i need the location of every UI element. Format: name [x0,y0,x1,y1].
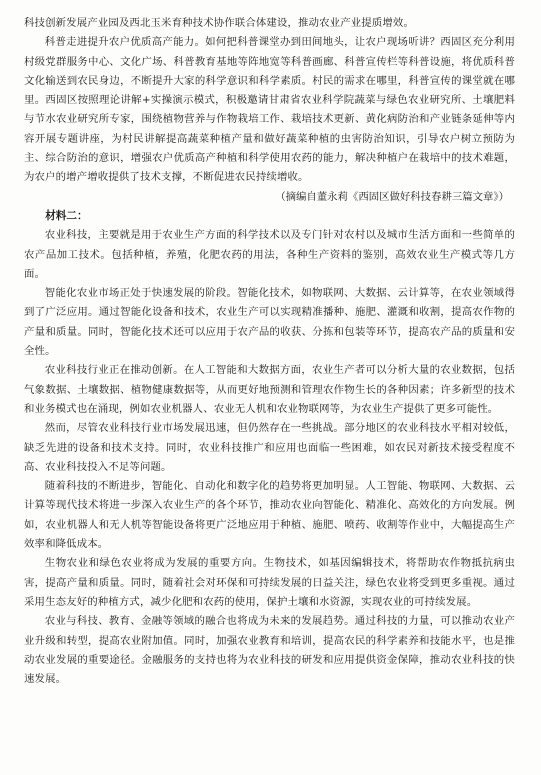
paragraph-bio-green: 生物农业和绿色农业将成为发展的重要方向。生物技术，如基因编辑技术，将帮助农作物抵抗病虫害，提高产量和质量。同时，随着社会对环保和可持续发展的日益关注，绿色农业将受到更多重视。通过采用生态友好的种植方式，减少化肥和农药的使用，保护土壤和水资源，实现农业的可持续发展。 [24,557,515,608]
material-two-heading: 材料二： [45,209,88,222]
paragraph-trends: 随着科技的不断进步，智能化、自动化和数字化的趋势将更加明显。人工智能、物联网、大数据、云计算等现代技术将进一步深入农业生产的各个环节，推动农业向智能化、精准化、高效化的方向发展。例如，农业机器人和无人机等智能设备将更广泛地应用于种植、施肥、喷药、收割等作业中，大幅提高生产效率和降低成本。 [24,480,515,551]
paragraph-science-popularization: 科普走进提升农户优质高产能力。如何把科普课堂办到田间地头，让农户现场听讲？西固区充分利用村级党群服务中心、文化广场、科普教育基地等阵地宽等科普画廊、科普宣传栏等科普设施，将优质科普文化输送到农民身边，不断提升大家的科学意识和科学素质。村民的需求在哪里，科普宣传的课堂就在哪里。西固区按照理论讲解+实操演示模式，积极邀请甘肃省农业科学院蔬菜与绿色农业研究所、土壤肥料与节水农业研究所专家，围绕植物营养与作物栽培工作、栽培技术更新、黄化病防治和产业链条延伸等内容开展专题讲座，为村民讲解提高蔬菜种植产量和做好蔬菜种植的虫害防治知识，引导农户树立预防为主、综合防治的意识，增强农户优质高产种植和科学使用农药的能力，解决种植户在栽培中的技术难题，为农户的增产增收提供了技术支撑，不断促进农民持续增收。 [24,36,515,184]
source-citation: （摘编自董永莉《西固区做好科技春耕三篇文章》） [275,190,509,203]
paragraph-innovation: 农业科技行业正在推动创新。在人工智能和大数据方面，农业生产者可以分析大量的农业数据，包括气象数据、土壤数据、植物健康数据等，从而更好地预测和管理农作物生长的各种因素；许多新型的技术和业务模式也在涌现，例如农业机器人、农业无人机和农业物联网等，为农业生产提供了更多可能性。 [24,364,515,415]
paragraph-challenges: 然而，尽管农业科技行业市场发展迅速，但仍然存在一些挑战。部分地区的农业科技水平相对较低，缺乏先进的设备和技术支持。同时，农业科技推广和应用也面临一些困难，如农民对新技术接受程度不高、农业科技投入不足等问题。 [24,422,515,473]
paragraph-smart-agriculture: 智能化农业市场正处于快速发展的阶段。智能化技术，如物联网、大数据、云计算等，在农业领域得到了广泛应用。通过智能化设备和技术，农业生产可以实现精准播种、施肥、灌溉和收割，提高农作物的产量和质量。同时，智能化技术还可以应用于农产品的收获、分拣和包装等环节，提高农产品的质量和安全性。 [24,287,515,358]
paragraph-integration: 农业与科技、教育、金融等领域的融合也将成为未来的发展趋势。通过科技的力量，可以推动农业产业升级和转型，提高农业附加值。同时，加强农业教育和培训，提高农民的科学素养和技能水平，也是推动农业发展的重要途径。金融服务的支持也将为农业科技的研发和应用提供资金保障，推动农业科技的快速发展。 [24,615,515,686]
top-paragraph: 科技创新发展产业园及西北玉米育种技术协作联合体建设，推动农业产业提质增效。 [24,17,414,29]
paragraph-agri-tech-definition: 农业科技，主要就是用于农业生产方面的科学技术以及专门针对农村以及城市生活方面和一些简单的农产品加工技术。包括种植，养殖，化肥农药的用法，各种生产资料的鉴别，高效农业生产模式等几方面。 [24,229,515,280]
